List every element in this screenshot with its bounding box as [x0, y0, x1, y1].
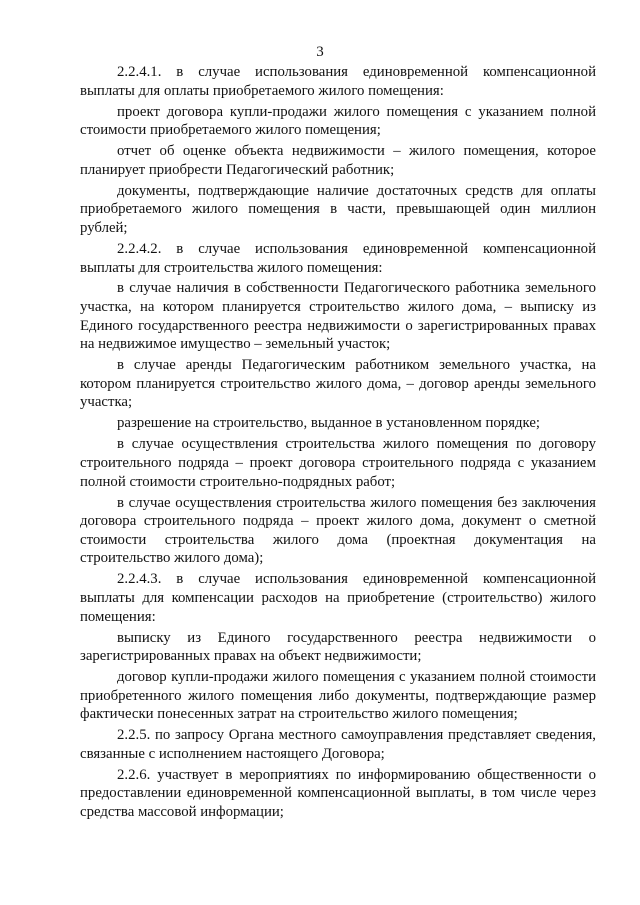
list-item-construction-contract-draft: в случае осуществления строительства жилого помещения по договору строительного подряда – проект договора строительного подряда с указанием полной стоимости строительно-подрядных работ;	[80, 436, 596, 490]
document-body	[80, 63, 596, 824]
list-item-house-project: в случае осуществления строительства жилого помещения без заключения договора строительного подряда – проект жилого дома, документ о сметной стоимости строительства жилого дома (проектная документация на строительство жилого дома);	[80, 494, 596, 567]
list-item-property-rights-extract: выписку из Единого государственного реестра недвижимости о зарегистрированных правах на объект недвижимости;	[80, 629, 596, 665]
page-number: 3	[316, 44, 324, 60]
clause-2-2-6: 2.2.6. участвует в мероприятиях по информированию общественности о предоставлении единовременной компенсационной выплаты, в том числе через средства массовой информации;	[80, 766, 596, 821]
clause-2-2-4-2: 2.2.4.2. в случае использования единовременной компенсационной выплаты для строительства жилого помещения:	[80, 240, 596, 276]
list-item-land-ownership-extract: в случае наличия в собственности Педагогического работника земельного участка, на котором планируется строительство жилого дома, – выписку из Единого государственного реестра недвижимости о зарегистрированных правах на недвижимое имущество – земельный участок;	[80, 280, 596, 353]
clause-2-2-5: 2.2.5. по запросу Органа местного самоуправления представляет сведения, связанные с исполнением настоящего Договора;	[80, 727, 596, 762]
list-item-valuation-report: отчет об оценке объекта недвижимости – жилого помещения, которое планирует приобрести Педагогический работник;	[80, 143, 596, 178]
list-item-land-lease-contract: в случае аренды Педагогическим работником земельного участка, на котором планируется строительство жилого дома, – договор аренды земельного участка;	[80, 357, 596, 411]
list-item-building-permit: разрешение на строительство, выданное в установленном порядке;	[117, 415, 541, 432]
list-item-sale-contract-draft: проект договора купли-продажи жилого помещения с указанием полной стоимости приобретаемого жилого помещения;	[80, 103, 596, 139]
list-item-purchase-contract: договор купли-продажи жилого помещения с указанием полной стоимости приобретенного жилого помещения либо документы, подтверждающие размер фактически понесенных затрат на строительство жилого помещения;	[80, 669, 596, 723]
clause-2-2-4-1: 2.2.4.1. в случае использования единовременной компенсационной выплаты для оплаты приобретаемого жилого помещения:	[80, 64, 596, 99]
list-item-sufficient-funds-documents: документы, подтверждающие наличие достаточных средств для оплаты приобретаемого жилого помещения в части, превышающей один миллион рублей;	[80, 182, 596, 236]
clause-2-2-4-3: 2.2.4.3. в случае использования единовременной компенсационной выплаты для компенсации расходов на приобретение (строительство) жилого помещения:	[80, 571, 596, 625]
